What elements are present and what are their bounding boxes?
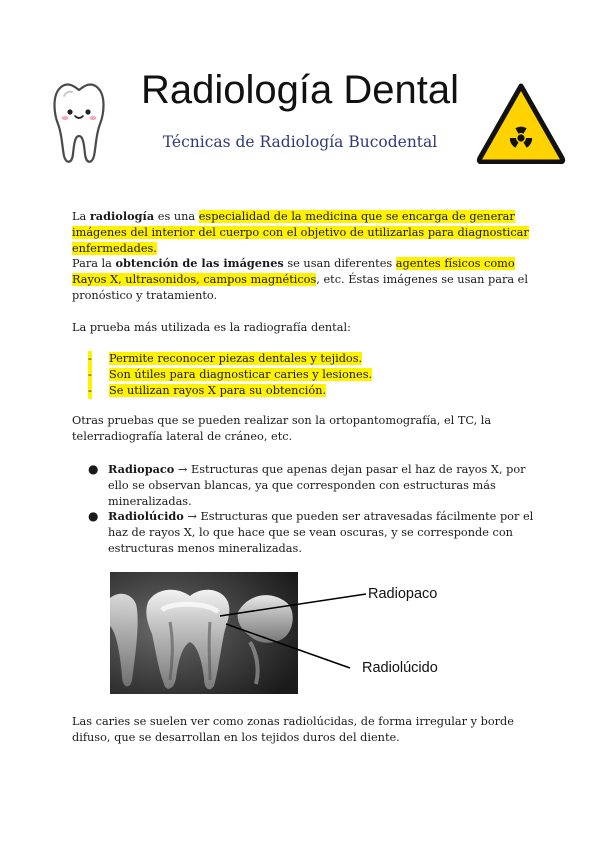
- xray-figure: [110, 572, 464, 694]
- label-radiopaco: Radiopaco: [368, 586, 438, 602]
- bullet-icon: ●: [88, 462, 99, 476]
- highlighted-text: especialidad de la medicina que se encarga de generar imágenes del interior del cuerpo con el objetivo de utilizarlas para diagnosticar enfermedades.: [72, 210, 529, 255]
- dental-xray-intro: La prueba más utilizada es la radiografía dental:: [72, 321, 351, 334]
- label-radiolucido: Radiolúcido: [362, 660, 438, 676]
- imaging-paragraph: [72, 255, 534, 304]
- bold-term: Radiopaco: [108, 462, 175, 476]
- list-item: - Permite reconocer piezas dentales y tejidos.: [88, 352, 363, 365]
- list-item: - Son útiles para diagnosticar caries y lesiones.: [88, 368, 373, 381]
- page-subtitle: Técnicas de Radiología Bucodental: [162, 133, 438, 151]
- other-tests-paragraph: Otras pruebas que se pueden realizar son la ortopantomografía, el TC, la telerradiografía lateral de cráneo, etc.: [72, 414, 492, 443]
- text: es una: [154, 210, 199, 223]
- radiation-hazard-icon: [476, 82, 566, 164]
- text: Para la: [72, 257, 116, 270]
- bold-term: obtención de las imágenes: [115, 256, 284, 270]
- text: , etc. Éstas imágenes se usan para el pronóstico y tratamiento.: [72, 273, 528, 302]
- text: se usan diferentes: [283, 257, 396, 270]
- highlighted-text: agentes físicos como Rayos X, ultrasonidos, campos magnéticos: [72, 257, 515, 286]
- list-item: - Se utilizan rayos X para su obtención.: [88, 384, 327, 397]
- dash-list: [88, 351, 508, 399]
- page-title: Radiología Dental: [141, 68, 459, 112]
- definition-paragraph: [72, 208, 534, 257]
- text: La: [72, 210, 90, 223]
- bold-term: Radiolúcido: [108, 509, 184, 523]
- caries-paragraph: Las caries se suelen ver como zonas radiolúcidas, de forma irregular y borde difuso, que se desarrollan en los tejidos duros del diente.: [72, 715, 514, 744]
- bullet-icon: ●: [88, 509, 99, 523]
- bullet-radiopaco: ● Radiopaco → Estructuras que apenas dejan pasar el haz de rayos X, por ello se observan blancas, ya que corresponden con estructuras más mineralizadas.: [88, 462, 526, 508]
- bullet-radiolucido: ● Radiolúcido → Estructuras que pueden ser atravesadas fácilmente por el haz de rayos X, lo que hace que se vean oscuras, y se corresponde con estructuras menos mineralizadas.: [88, 509, 534, 555]
- bold-term: radiología: [89, 209, 155, 223]
